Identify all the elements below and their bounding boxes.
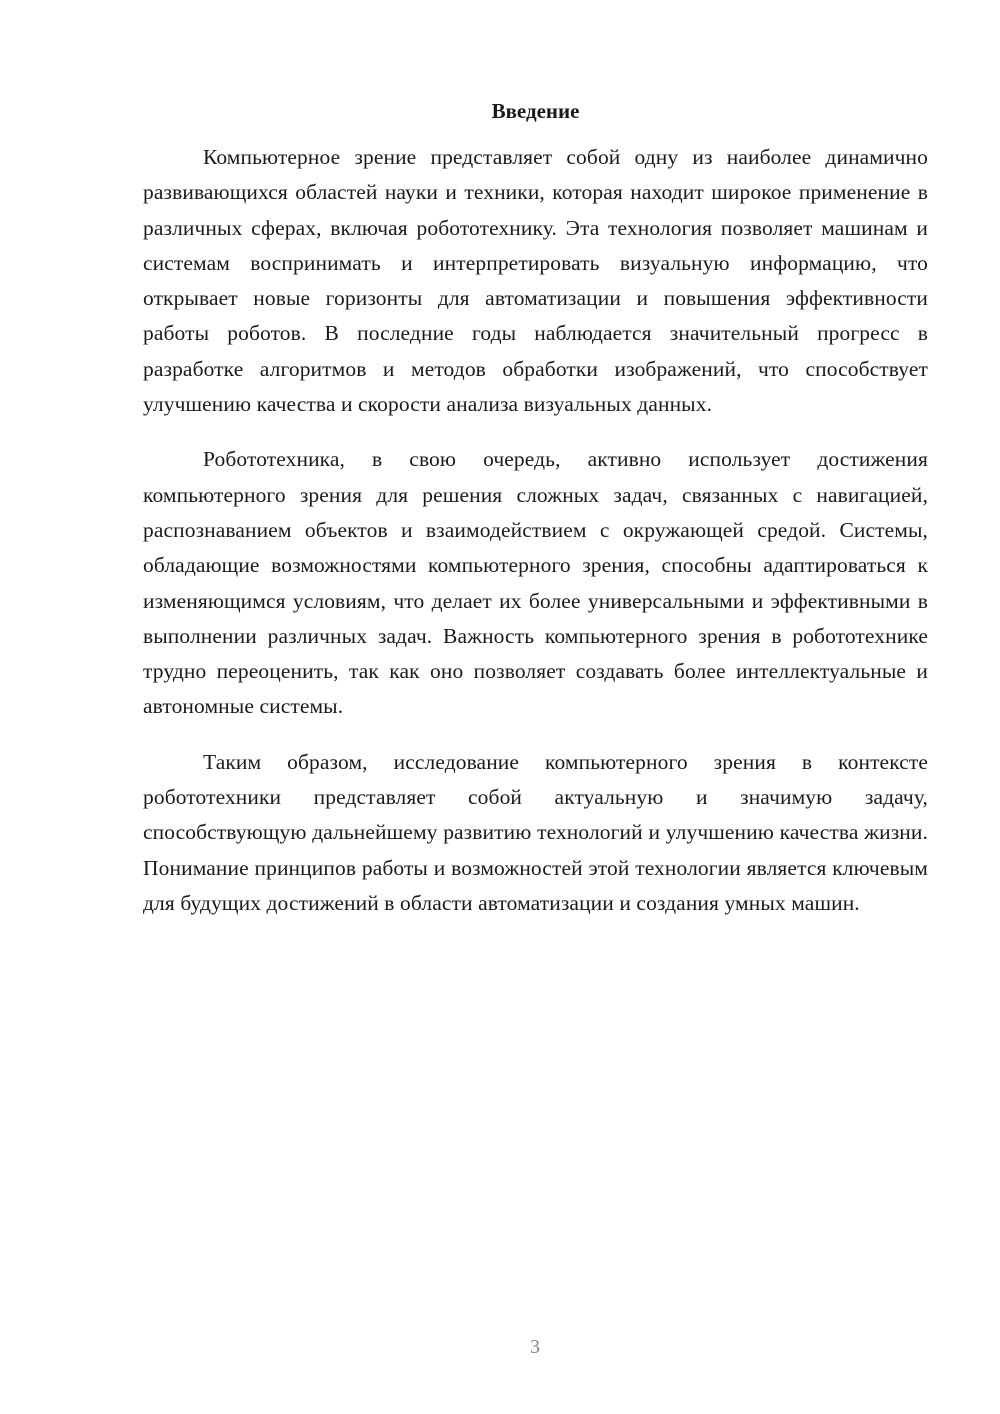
- paragraph-3: Таким образом, исследование компьютерного зрения в контексте робототехники представляет собой актуальную и значимую задачу, способствующую дальнейшему развитию технологий и улучшению качества жизни. Понимание принципов работы и возможностей этой технологии является ключевым для будущих достижений в области автоматизации и создания умных машин.: [143, 749, 928, 915]
- section-title: Введение: [491, 99, 580, 123]
- page-number: 3: [530, 1336, 540, 1358]
- paragraph-1: Компьютерное зрение представляет собой одну из наиболее динамично развивающихся областей науки и техники, которая находит широкое применение в различных сферах, включая робототехнику. Эта технология позволяет машинам и системам воспринимать и интерпретировать визуальную информацию, что открывает новые горизонты для автоматизации и повышения эффективности работы роботов. В последние годы наблюдается значительный прогресс в разработке алгоритмов и методов обработки изображений, что способствует улучшению качества и скорости анализа визуальных данных.: [143, 145, 928, 417]
- page-content: [143, 94, 928, 941]
- paragraph-2: Робототехника, в свою очередь, активно использует достижения компьютерного зрения для решения сложных задач, связанных с навигацией, распознаванием объектов и взаимодействием с окружающей средой. Системы, обладающие возможностями компьютерного зрения, способны адаптироваться к изменяющимся условиям, что делает их более универсальными и эффективными в выполнении различных задач. Важность компьютерного зрения в робототехнике трудно переоценить, так как оно позволяет создавать более интеллектуальные и автономные системы.: [143, 447, 928, 719]
